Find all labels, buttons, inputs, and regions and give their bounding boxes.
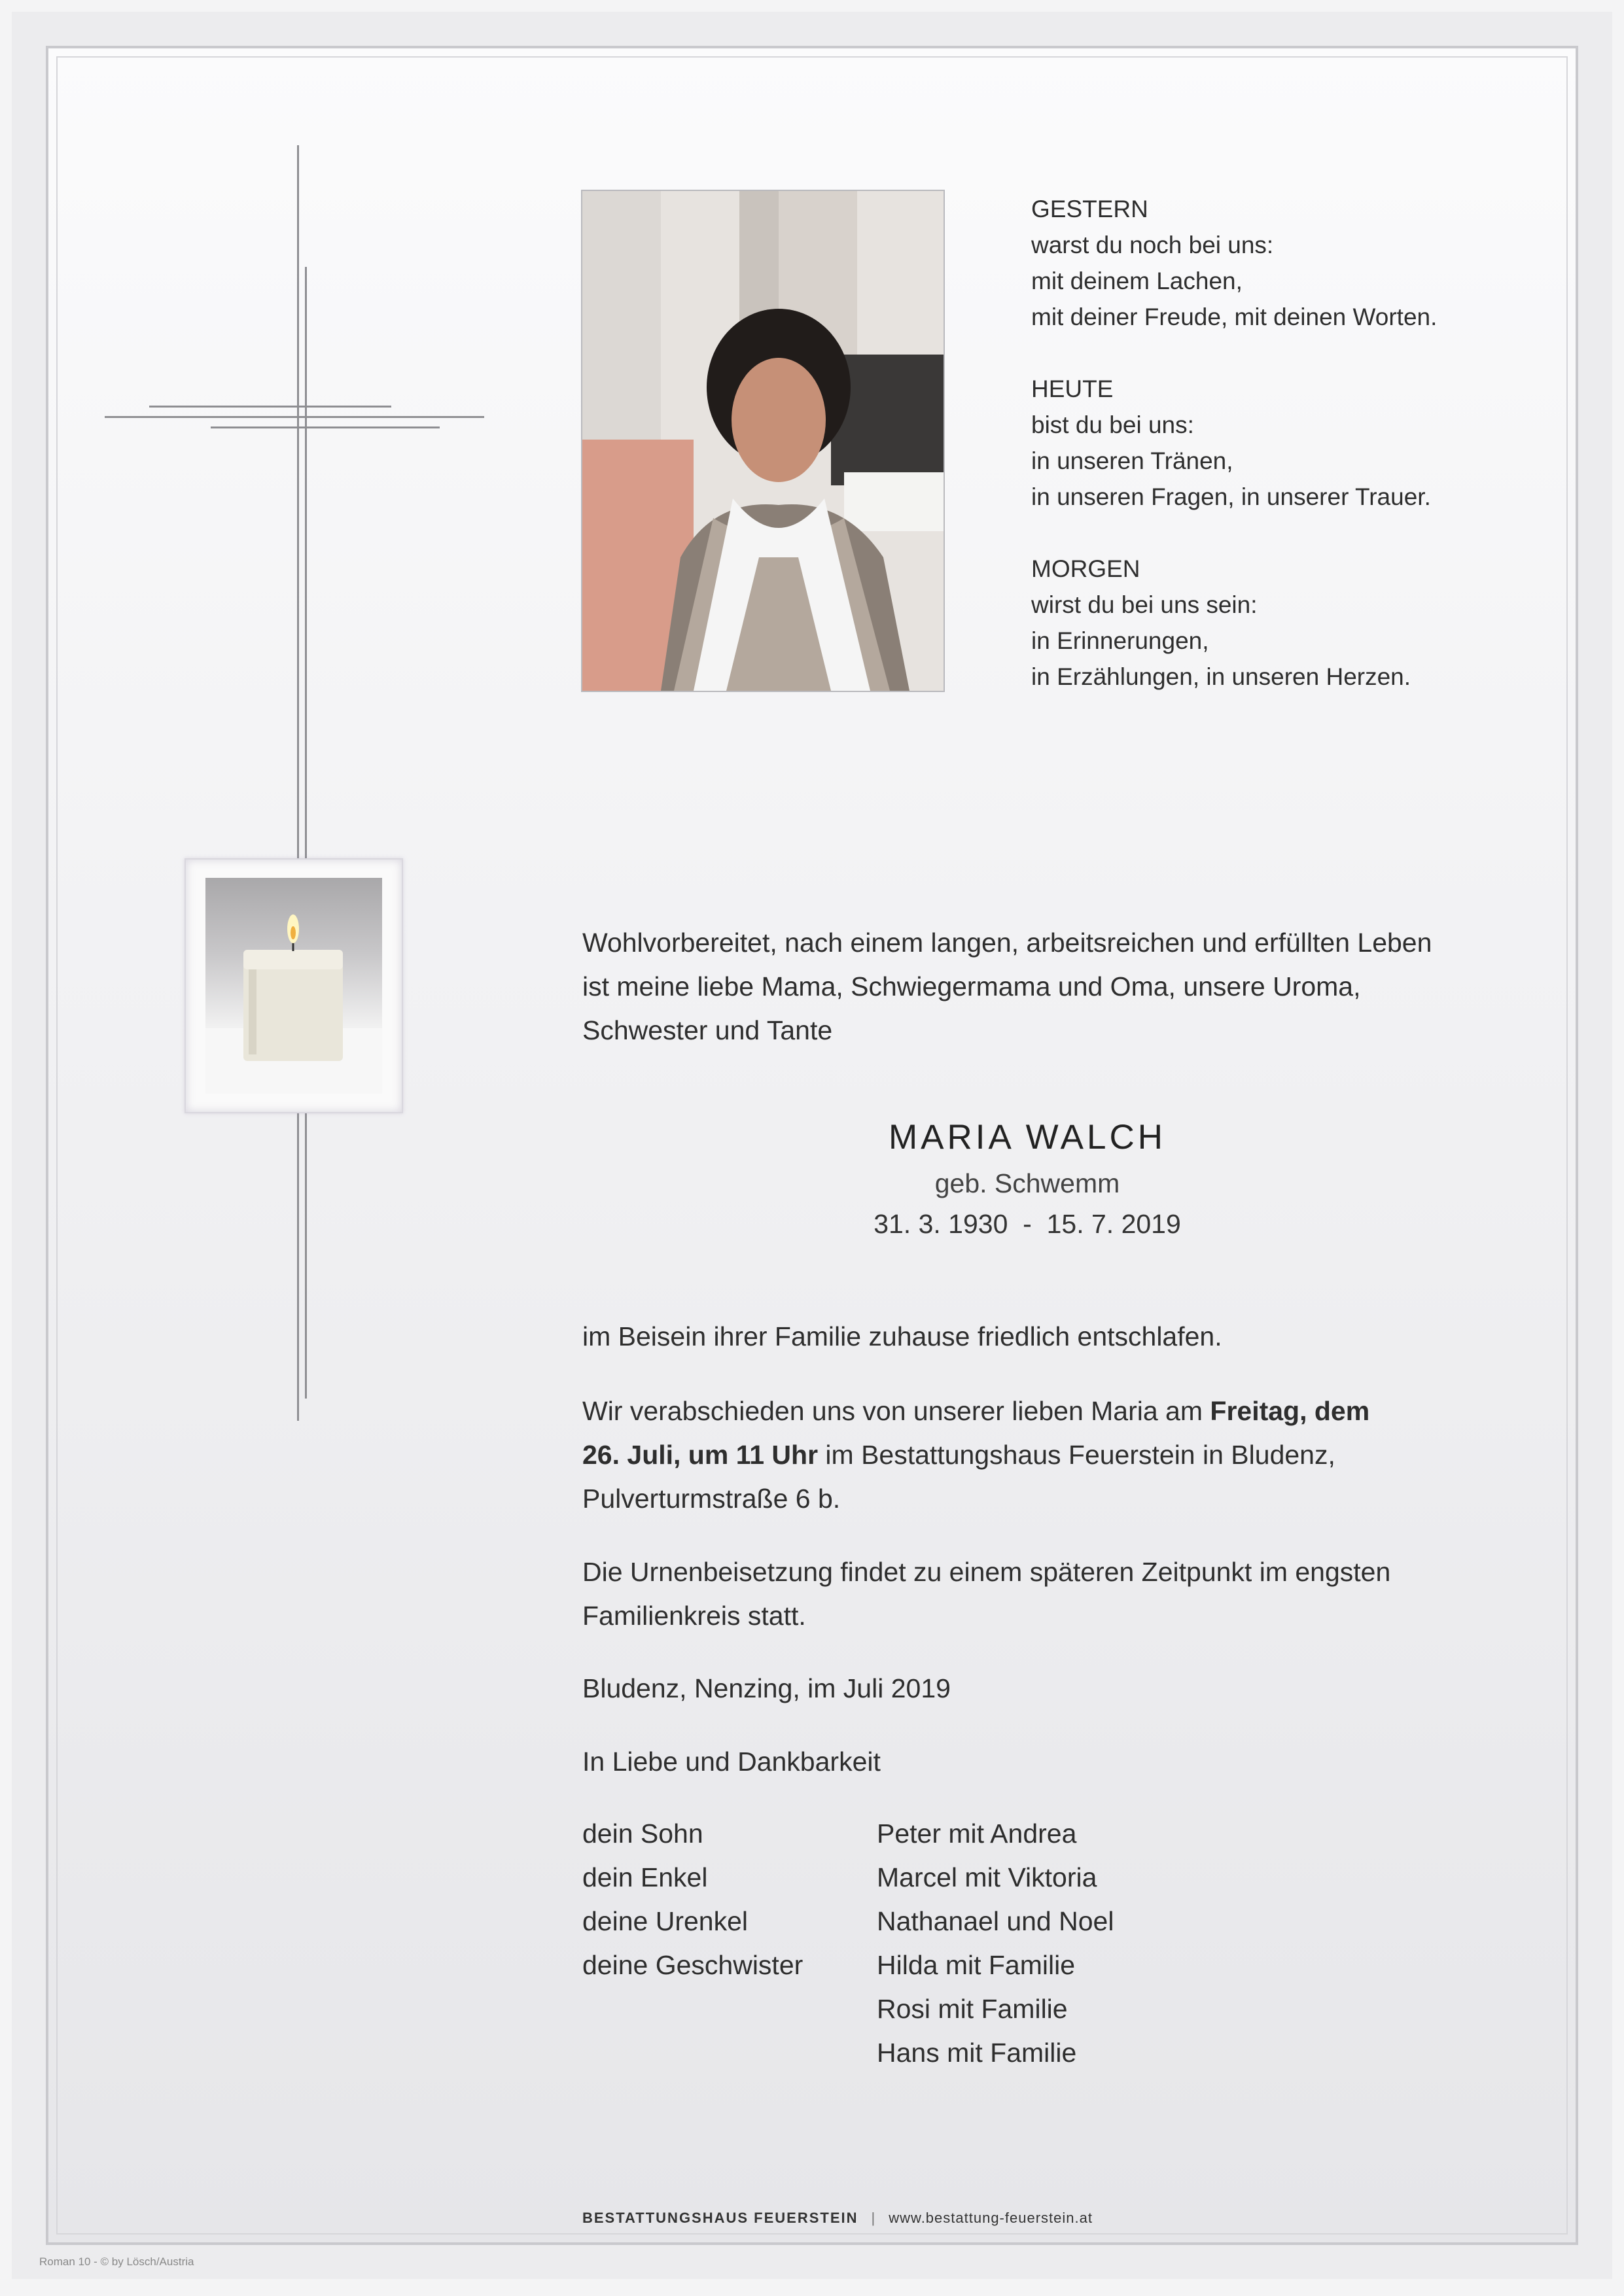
passing-paragraph: im Beisein ihrer Familie zuhause friedlich entschlafen. (582, 1321, 1222, 1351)
mourner-names: Hans mit Familie (877, 2038, 1077, 2068)
mourner-names: Rosi mit Familie (877, 1994, 1068, 2024)
intro-text (582, 921, 1433, 1052)
stanza-heading: GESTERN (1031, 196, 1148, 222)
closing-line: In Liebe und Dankbarkeit (582, 1747, 881, 1777)
mourner-relation: deine Geschwister (582, 1950, 803, 1980)
mourner-relation (582, 2031, 877, 2075)
stanza-line: in Erzählungen, in unseren Herzen. (1031, 663, 1411, 690)
service-text (582, 1389, 1407, 1521)
deceased-block (779, 1112, 1276, 1244)
place-date-line: Bludenz, Nenzing, im Juli 2019 (582, 1673, 951, 1703)
mourner-names: Marcel mit Viktoria (877, 1862, 1097, 1892)
closing (582, 1740, 1433, 1784)
stanza-line: wirst du bei uns sein: (1031, 591, 1258, 618)
stanza-line: bist du bei uns: (1031, 411, 1194, 438)
portrait-photo (581, 190, 945, 692)
mourner-names: Peter mit Andrea (877, 1818, 1077, 1849)
mourner-row (582, 2031, 1368, 2075)
mourner-row (582, 1900, 1368, 1943)
stanza-heading: HEUTE (1031, 375, 1114, 402)
footer (582, 2210, 1433, 2227)
passing-text (582, 1315, 1433, 1359)
mourner-row (582, 1856, 1368, 1900)
service-date: Freitag, dem 26. Juli, um 11 Uhr (582, 1396, 1370, 1470)
stanza-line: mit deiner Freude, mit deinen Worten. (1031, 304, 1438, 330)
life-dates: 31. 3. 1930 - 15. 7. 2019 (874, 1209, 1181, 1239)
deceased-name: MARIA WALCH (888, 1118, 1167, 1157)
stanza-heading: MORGEN (1031, 555, 1140, 582)
poem-stanza (1031, 191, 1555, 335)
stanza-line: in unseren Tränen, (1031, 447, 1233, 474)
stanza-line: in unseren Fragen, in unserer Trauer. (1031, 483, 1431, 510)
service-location: im Bestattungshaus Feuerstein in Bludenz, Pulverturmstraße 6 b. (582, 1440, 1335, 1514)
footer-url[interactable]: www.bestattung-feuerstein.at (889, 2210, 1093, 2226)
mourner-names: Nathanael und Noel (877, 1906, 1114, 1936)
intro-paragraph: Wohlvorbereitet, nach einem langen, arbeitsreichen und erfüllten Leben ist meine liebe Mama, Schwiegermama und Oma, unsere Uroma, Schwester und Tante (582, 928, 1432, 1045)
candle-picture (185, 858, 403, 1113)
mourner-relation: dein Sohn (582, 1818, 703, 1849)
poem (1031, 191, 1555, 731)
stanza-line: warst du noch bei uns: (1031, 232, 1274, 258)
print-credit: Roman 10 - © by Lösch/Austria (39, 2255, 194, 2268)
mourner-row (582, 1812, 1368, 1856)
urn-text (582, 1550, 1407, 1638)
poem-stanza (1031, 371, 1555, 515)
mourner-relation (582, 1987, 877, 2031)
footer-brand: BESTATTUNGSHAUS FEUERSTEIN (582, 2210, 858, 2226)
mourner-row (582, 1987, 1368, 2031)
footer-separator: | (871, 2210, 876, 2226)
poem-stanza (1031, 551, 1555, 695)
service-pre: Wir verabschieden uns von unserer lieben Maria am (582, 1396, 1210, 1426)
mourner-row (582, 1943, 1368, 1987)
mourner-names: Hilda mit Familie (877, 1950, 1075, 1980)
mourners-list (582, 1812, 1368, 2075)
place-date (582, 1667, 1433, 1711)
service-paragraph (582, 1389, 1407, 1521)
stanza-line: in Erinnerungen, (1031, 627, 1209, 654)
maiden-name: geb. Schwemm (934, 1168, 1120, 1198)
mourner-relation: dein Enkel (582, 1862, 708, 1892)
urn-paragraph: Die Urnenbeisetzung findet zu einem späteren Zeitpunkt im engsten Familienkreis statt. (582, 1557, 1391, 1631)
stanza-line: mit deinem Lachen, (1031, 268, 1243, 294)
mourner-relation: deine Urenkel (582, 1906, 748, 1936)
